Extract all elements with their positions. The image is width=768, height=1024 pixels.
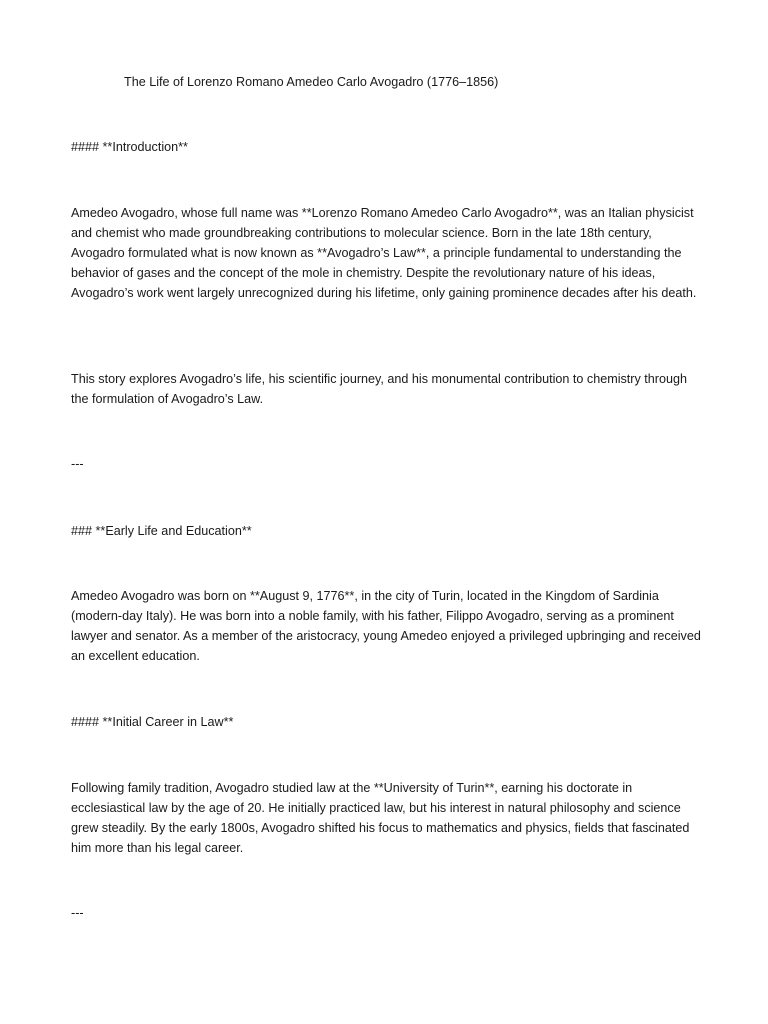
separator-2: --- xyxy=(71,906,84,920)
career-heading: #### **Initial Career in Law** xyxy=(71,715,234,729)
document-title: The Life of Lorenzo Romano Amedeo Carlo Avogadro (1776–1856) xyxy=(124,75,499,89)
career-paragraph: Following family tradition, Avogadro studied law at the **University of Turin**, earning his doctorate in ecclesiastical law by the age of 20. He initially practiced law, but his interest in natural philosophy and science grew steadily. By the early 1800s, Avogadro shifted his focus to mathematics and physics, fields that fascinated him more than his legal career. xyxy=(71,781,690,855)
early-life-paragraph: Amedeo Avogadro was born on **August 9, 1776**, in the city of Turin, located in the Kingdom of Sardinia (modern-day Italy). He was born into a noble family, with his father, Filippo Avogadro, serving as a prominent lawyer and senator. As a member of the aristocracy, young Amedeo enjoyed a privileged upbringing and received an excellent education. xyxy=(71,589,701,663)
separator-1: --- xyxy=(71,457,84,471)
early-life-heading: ### **Early Life and Education** xyxy=(71,524,252,538)
introduction-paragraph-1: Amedeo Avogadro, whose full name was **Lorenzo Romano Amedeo Carlo Avogadro**, was an Italian physicist and chemist who made groundbreaking contributions to molecular science. Born in the late 18th century, Avogadro formulated what is now known as **Avogadro’s Law**, a principle fundamental to understanding the behavior of gases and the concept of the mole in chemistry. Despite the revolutionary nature of his ideas, Avogadro’s work went largely unrecognized during his lifetime, only gaining prominence decades after his death. xyxy=(71,206,697,300)
introduction-paragraph-2: This story explores Avogadro’s life, his scientific journey, and his monumental contribution to chemistry through the formulation of Avogadro’s Law. xyxy=(71,372,687,406)
introduction-heading: #### **Introduction** xyxy=(71,140,188,154)
